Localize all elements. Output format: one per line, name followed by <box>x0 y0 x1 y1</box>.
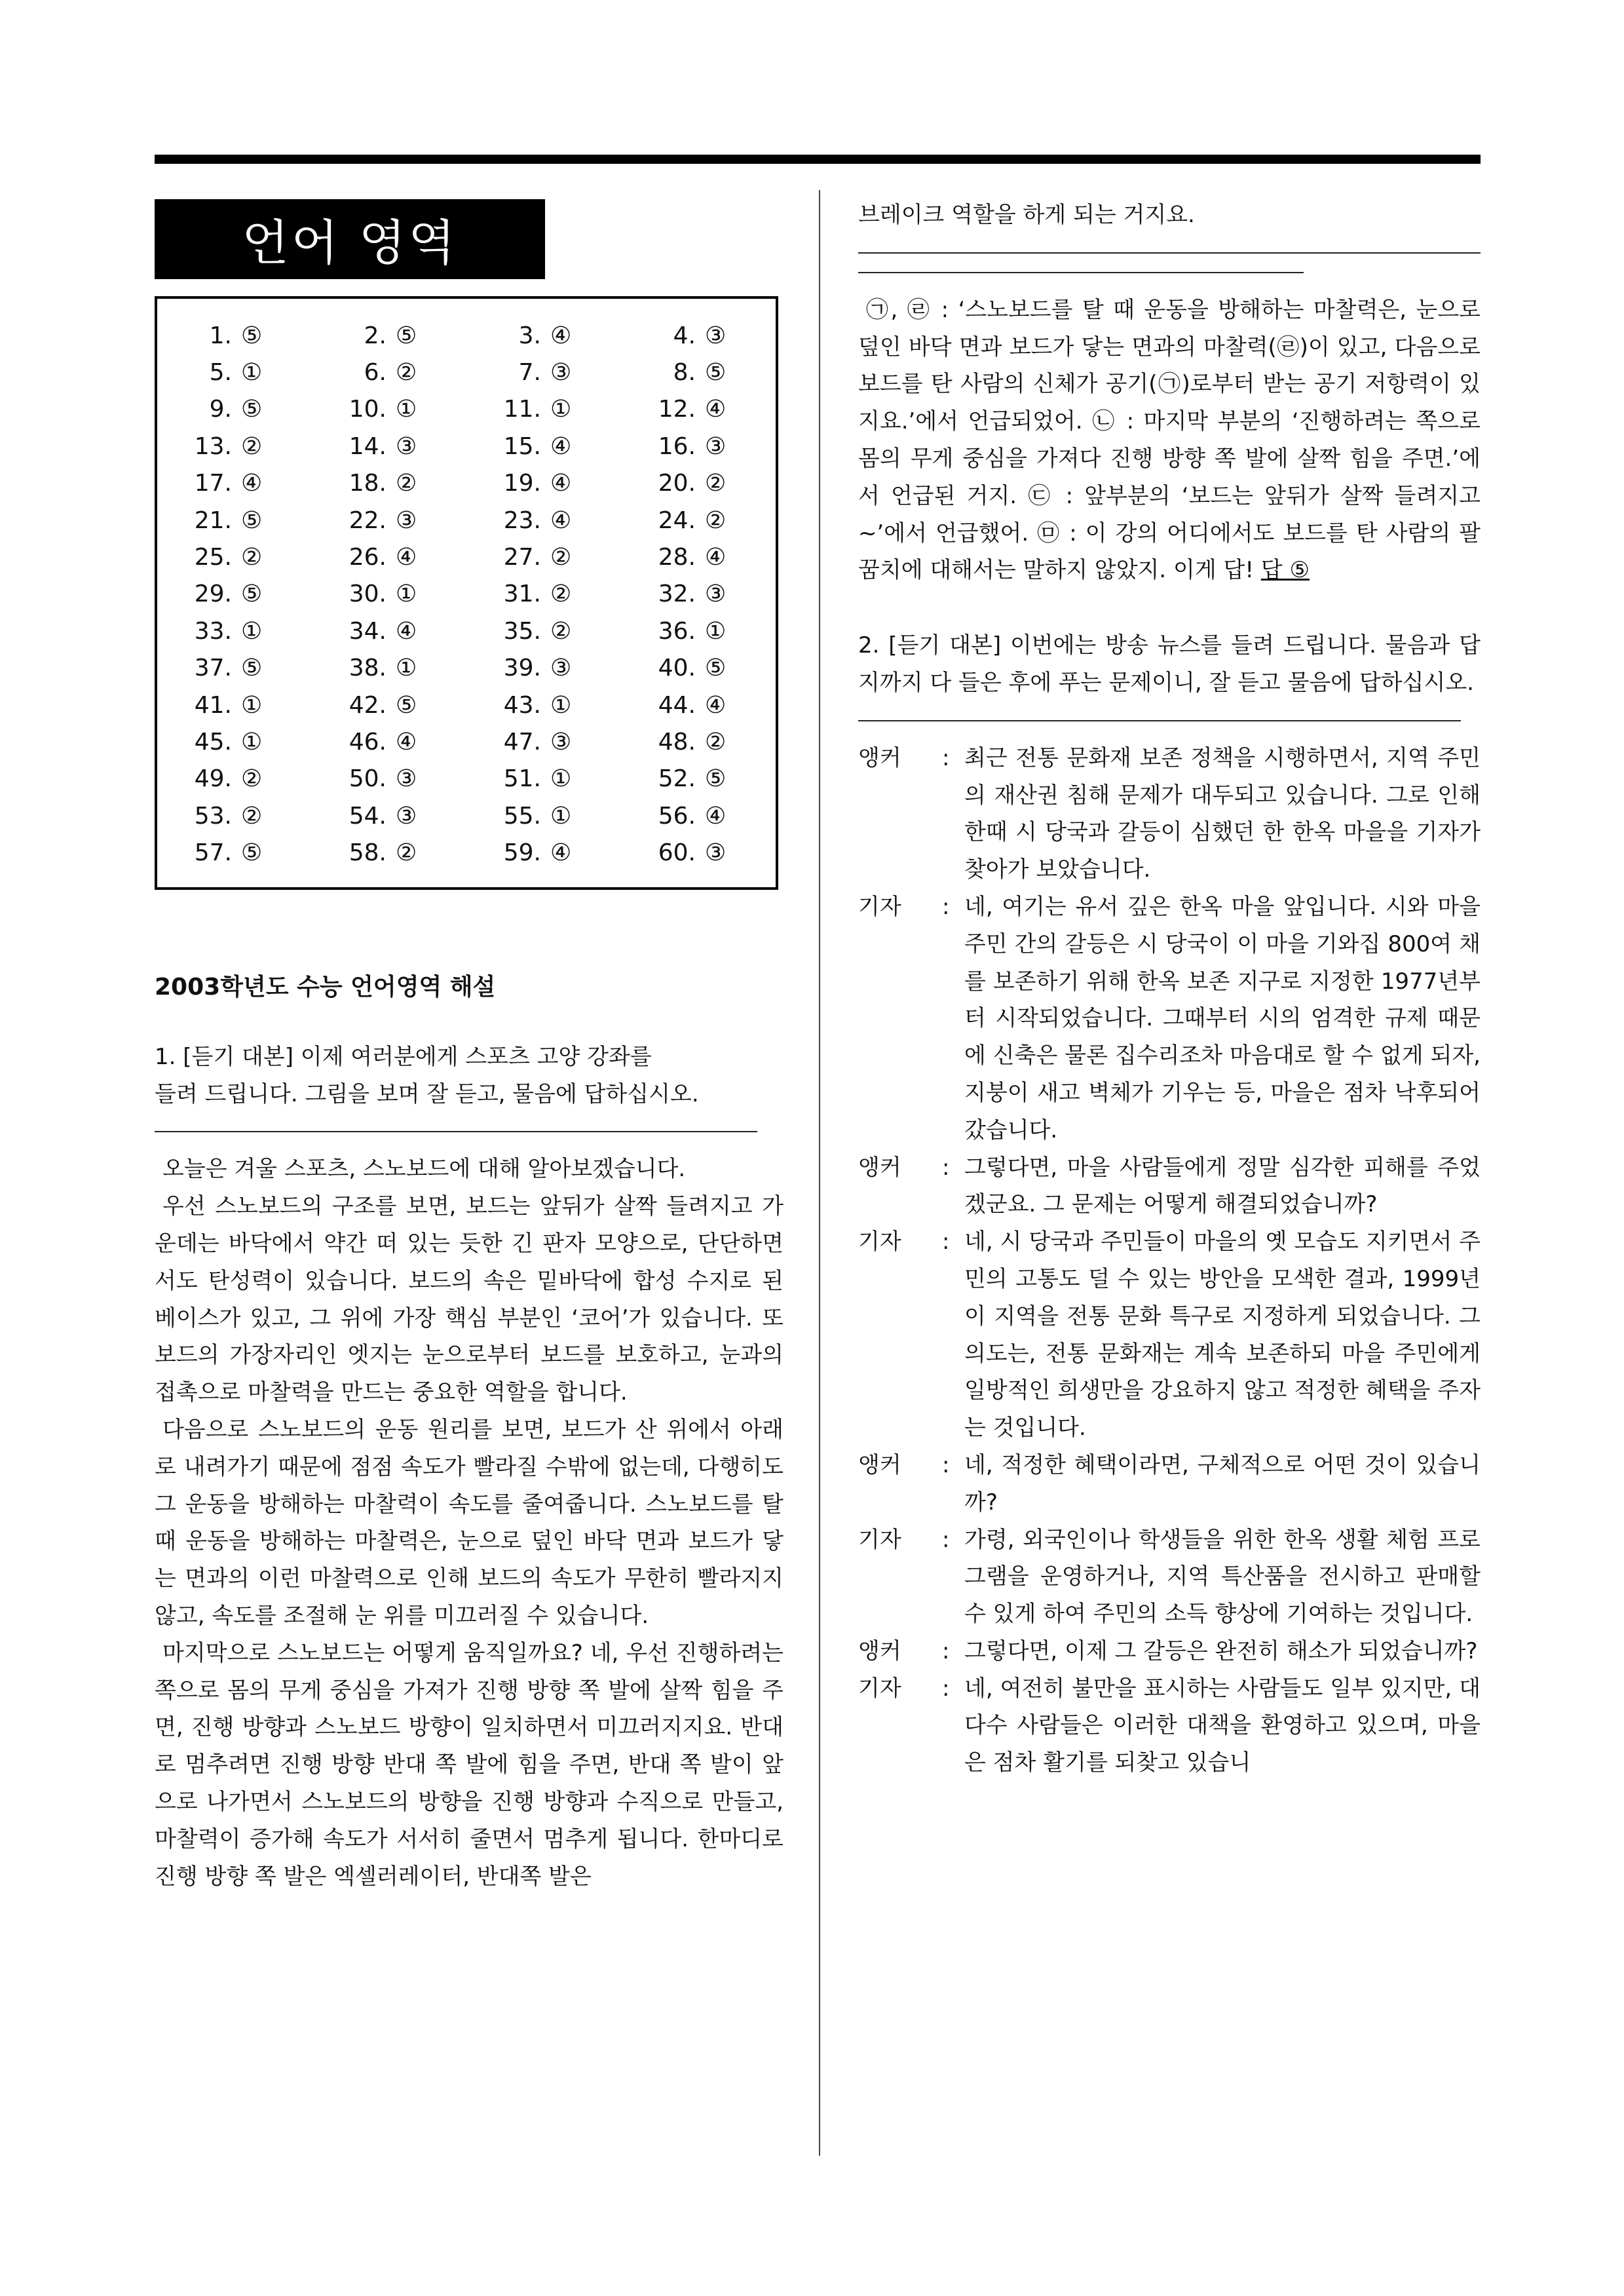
question-number: 30. <box>349 581 387 608</box>
answer-row <box>157 354 776 391</box>
answer-cell <box>157 544 312 571</box>
speaker-label: 앵커 <box>858 1637 901 1664</box>
answer-choice: ② <box>705 728 727 756</box>
speaker-label: 기자 <box>858 1675 901 1702</box>
answer-cell <box>157 322 312 349</box>
answer-cell <box>466 544 621 571</box>
answer-cell <box>157 839 312 866</box>
question-number: 6. <box>364 359 387 387</box>
answer-row <box>157 391 776 428</box>
answer-choice: ⑤ <box>241 322 263 349</box>
answer-cell <box>312 396 466 423</box>
speaker-label: 기자 <box>858 893 901 920</box>
continued-text: 브레이크 역할을 하게 되는 거지요. <box>858 202 1195 228</box>
answer-cell <box>157 581 312 607</box>
answer-cell <box>466 581 621 607</box>
answer-cell <box>621 544 776 571</box>
dialogue-line <box>858 1149 1481 1224</box>
question-number: 56. <box>658 802 696 830</box>
answer-choice: ③ <box>705 839 727 867</box>
question-number: 31. <box>503 581 541 608</box>
q2-intro: 2. [듣기 대본] 이번에는 방송 뉴스를 들려 드립니다. 물음과 답지까지 다 들은 후에 푸는 문제이니, 잘 듣고 물음에 답하십시오. <box>858 632 1481 696</box>
question-number: 50. <box>349 765 387 793</box>
answer-choice: ③ <box>705 432 727 460</box>
question-number: 11. <box>503 396 541 423</box>
answer-choice: ② <box>550 544 572 571</box>
question-number: 47. <box>503 728 541 756</box>
answer-cell <box>312 322 466 349</box>
answer-choice: ② <box>705 470 727 497</box>
question-number: 1. <box>209 322 232 349</box>
speaker-colon: : <box>942 744 950 771</box>
answer-choice: ① <box>396 581 417 608</box>
answer-cell <box>466 618 621 645</box>
speaker-colon: : <box>942 893 950 920</box>
question-number: 3. <box>518 322 541 349</box>
answer-row <box>157 576 776 613</box>
section-title: 언어 영역 <box>155 199 545 279</box>
dialogue-line <box>858 1223 1481 1447</box>
answer-cell <box>621 396 776 423</box>
explanation-q1 <box>858 292 1481 589</box>
answer-choice: ④ <box>550 839 572 867</box>
answer-cell <box>157 470 312 497</box>
answer-cell <box>466 765 621 792</box>
question-number: 18. <box>349 470 387 497</box>
answer-cell <box>621 470 776 497</box>
answer-cell <box>621 692 776 719</box>
answer-cell <box>621 322 776 349</box>
answer-cell <box>157 729 312 756</box>
answer-cell <box>621 729 776 756</box>
answer-choice: ② <box>241 432 263 460</box>
question-number: 15. <box>503 432 541 460</box>
question-number: 49. <box>194 765 232 793</box>
question-number: 29. <box>194 581 232 608</box>
answer-choice: ④ <box>550 432 572 460</box>
answer-choice: ② <box>396 359 417 387</box>
answer-choice: ② <box>396 839 417 867</box>
question-number: 58. <box>349 839 387 867</box>
question-number: 37. <box>194 655 232 682</box>
answer-cell <box>312 692 466 719</box>
question-number: 41. <box>194 691 232 719</box>
question-number: 36. <box>658 617 696 645</box>
answer-row <box>157 834 776 871</box>
question-number: 21. <box>194 507 232 534</box>
answer-cell <box>157 618 312 645</box>
question-number: 20. <box>658 470 696 497</box>
answer-cell <box>621 507 776 534</box>
question-number: 13. <box>194 432 232 460</box>
question-number: 28. <box>658 544 696 571</box>
answer-choice: ① <box>396 396 417 423</box>
answer-cell <box>157 359 312 386</box>
answer-choice: ④ <box>550 322 572 349</box>
answer-cell <box>157 507 312 534</box>
dialogue-text: 그렇다면, 마을 사람들에게 정말 심각한 피해를 주었겠군요. 그 문제는 어떻게 해결되었습니까? <box>964 1154 1481 1218</box>
dialogue-line <box>858 1670 1481 1782</box>
question-number: 53. <box>194 802 232 830</box>
question-number: 25. <box>194 544 232 571</box>
answer-cell <box>312 839 466 866</box>
question-number: 38. <box>349 655 387 682</box>
answer-choice: ② <box>241 802 263 830</box>
dialogue-text: 네, 시 당국과 주민들이 마을의 옛 모습도 지키면서 주민의 고통도 덜 수 있는 방안을 모색한 결과, 1999년 이 지역을 전통 문화 특구로 지정하게 되었습니다. 그 의도는, 전통 문화재는 계속 보존하되 마을 주민에게 일방적인 희생만을 강요하지 않고 적정한 혜택을 주자는 것입니다. <box>964 1229 1481 1442</box>
answer-cell <box>157 655 312 681</box>
answer-choice: ⑤ <box>396 691 417 719</box>
question-number: 8. <box>673 359 696 387</box>
answer-key-box <box>155 296 778 890</box>
question-number: 17. <box>194 470 232 497</box>
answer-cell <box>621 765 776 792</box>
answer-cell <box>621 433 776 460</box>
answer-cell <box>466 655 621 681</box>
answer-choice: ④ <box>550 470 572 497</box>
answer-cell <box>466 507 621 534</box>
question-number: 12. <box>658 396 696 423</box>
answer-label: 답 ⑤ <box>1260 557 1310 584</box>
question-number: 4. <box>673 322 696 349</box>
answer-choice: ⑤ <box>241 396 263 423</box>
answer-row <box>157 317 776 354</box>
dialogue-text: 네, 여기는 유서 깊은 한옥 마을 앞입니다. 시와 마을 주민 간의 갈등은 시 당국이 이 마을 기와집 800여 채를 보존하기 위해 한옥 보존 지구로 지정한 1977년부터 시작되었습니다. 그때부터 시의 엄격한 규제 때문에 신축은 물론 집수리조차 마음대로 할 수 없게 되자, 지붕이 새고 벽체가 기우는 등, 마을은 점차 낙후되어 갔습니다. <box>964 893 1481 1143</box>
answer-cell <box>312 765 466 792</box>
question-number: 19. <box>503 470 541 497</box>
question-number: 46. <box>349 728 387 756</box>
answer-choice: ④ <box>396 728 417 756</box>
answer-cell <box>466 839 621 866</box>
answer-row <box>157 650 776 687</box>
question-number: 35. <box>503 617 541 645</box>
answer-choice: ② <box>396 470 417 497</box>
answer-choice: ⑤ <box>241 655 263 682</box>
answer-cell <box>466 396 621 423</box>
dialogue-line <box>858 740 1481 889</box>
question-number: 54. <box>349 802 387 830</box>
question-number: 51. <box>503 765 541 793</box>
speaker-colon: : <box>942 1451 950 1478</box>
commentary-heading: 2003학년도 수능 언어영역 해설 <box>155 973 496 1001</box>
answer-choice: ⑤ <box>241 839 263 867</box>
answer-choice: ③ <box>396 765 417 793</box>
answer-cell <box>621 581 776 607</box>
answer-cell <box>312 433 466 460</box>
answer-cell <box>621 839 776 866</box>
paragraph-principle: 다음으로 스노보드의 운동 원리를 보면, 보드가 산 위에서 아래로 내려가기 때문에 점점 속도가 빨라질 수밖에 없는데, 다행히도 그 운동을 방해하는 마찰력이 속도를 줄여줍니다. 스노보드를 탈 때 운동을 방해하는 마찰력은, 눈으로 덮인 바닥 면과 보드가 닿는 면과의 이런 마찰력으로 인해 보드의 속도가 무한히 빨라지지 않고, 속도를 조절해 눈 위를 미끄러질 수 있습니다. <box>155 1417 784 1630</box>
question-number: 48. <box>658 728 696 756</box>
q1-intro-line1: 1. [듣기 대본] 이제 여러분에게 스포츠 고양 강좌를 <box>155 1043 652 1070</box>
answer-cell <box>621 359 776 386</box>
answer-cell <box>312 655 466 681</box>
answer-choice: ① <box>241 617 263 645</box>
answer-choice: ④ <box>550 507 572 534</box>
question-number: 34. <box>349 617 387 645</box>
answer-choice: ① <box>241 691 263 719</box>
question-number: 9. <box>209 396 232 423</box>
dialogue-text: 네, 적정한 혜택이라면, 구체적으로 어떤 것이 있습니까? <box>964 1451 1481 1516</box>
dialogue-text: 가령, 외국인이나 학생들을 위한 한옥 생활 체험 프로그램을 운영하거나, 지역 특산품을 전시하고 판매할 수 있게 하여 주민의 소득 향상에 기여하는 것입니다. <box>964 1526 1481 1628</box>
question-number: 52. <box>658 765 696 793</box>
answer-cell <box>466 433 621 460</box>
left-column <box>155 197 784 1895</box>
answer-choice: ① <box>550 691 572 719</box>
answer-choice: ① <box>550 396 572 423</box>
answer-choice: ① <box>550 802 572 830</box>
answer-choice: ⑤ <box>705 359 727 387</box>
question-number: 26. <box>349 544 387 571</box>
answer-choice: ① <box>550 765 572 793</box>
question-number: 59. <box>503 839 541 867</box>
paragraph-motion: 마지막으로 스노보드는 어떻게 움직일까요? 네, 우선 진행하려는 쪽으로 몸의 무게 중심을 가져가 진행 방향 쪽 발에 살짝 힘을 주면, 진행 방향과 스노보드 방향이 일치하면서 미끄러지지요. 반대로 멈추려면 진행 방향 반대 쪽 발에 힘을 주면, 반대 쪽 발이 앞으로 나가면서 스노보드의 방향을 진행 방향과 수직으로 만들고, 마찰력이 증가해 속도가 서서히 줄면서 멈추게 됩니다. 한마디로 진행 방향 쪽 발은 엑셀러레이터, 반대쪽 발은 <box>155 1639 784 1890</box>
dialogue-text: 그렇다면, 이제 그 갈등은 완전히 해소가 되었습니까? <box>964 1637 1478 1664</box>
speaker-label: 앵커 <box>858 1451 901 1478</box>
answer-choice: ④ <box>396 544 417 571</box>
question-number: 33. <box>194 617 232 645</box>
question-number: 24. <box>658 507 696 534</box>
answer-cell <box>466 322 621 349</box>
answer-row <box>157 465 776 502</box>
speaker-colon: : <box>942 1229 950 1255</box>
question-number: 7. <box>518 359 541 387</box>
answer-choice: ④ <box>396 617 417 645</box>
speaker-colon: : <box>942 1154 950 1181</box>
answer-cell <box>466 470 621 497</box>
answer-cell <box>466 359 621 386</box>
answer-choice: ① <box>241 728 263 756</box>
question-number: 42. <box>349 691 387 719</box>
news-dialogue <box>858 740 1481 1782</box>
answer-cell <box>312 618 466 645</box>
answer-choice: ③ <box>550 655 572 682</box>
speaker-colon: : <box>942 1526 950 1553</box>
answer-choice: ③ <box>550 359 572 387</box>
answer-row <box>157 613 776 649</box>
answer-row <box>157 687 776 723</box>
answer-cell <box>312 544 466 571</box>
answer-cell <box>312 507 466 534</box>
answer-cell <box>466 803 621 830</box>
answer-cell <box>466 729 621 756</box>
question-number: 16. <box>658 432 696 460</box>
question-number: 5. <box>209 359 232 387</box>
answer-choice: ⑤ <box>396 322 417 349</box>
answer-cell <box>466 692 621 719</box>
answer-choice: ④ <box>241 470 263 497</box>
paragraph-intro: 오늘은 겨울 스포츠, 스노보드에 대해 알아보겠습니다. <box>162 1156 686 1183</box>
answer-choice: ④ <box>705 544 727 571</box>
answer-cell <box>621 655 776 681</box>
speaker-label: 앵커 <box>858 1154 901 1181</box>
column-divider <box>819 190 820 2156</box>
answer-choice: ② <box>705 507 727 534</box>
answer-cell <box>157 765 312 792</box>
answer-cell <box>312 470 466 497</box>
answer-choice: ③ <box>550 728 572 756</box>
answer-choice: ② <box>241 765 263 793</box>
speaker-colon: : <box>942 1637 950 1664</box>
dialogue-text: 최근 전통 문화재 보존 정책을 시행하면서, 지역 주민의 재산권 침해 문제가 대두되고 있습니다. 그로 인해 한때 시 당국과 갈등이 심했던 한 한옥 마을을 기자가 찾아가 보았습니다. <box>964 744 1481 883</box>
question-number: 45. <box>194 728 232 756</box>
question-number: 43. <box>503 691 541 719</box>
answer-row <box>157 428 776 465</box>
paragraph-structure: 우선 스노보드의 구조를 보면, 보드는 앞뒤가 살짝 들려지고 가운데는 바닥에서 약간 떠 있는 듯한 긴 판자 모양으로, 단단하면서도 탄성력이 있습니다. 보드의 속은 밑바닥에 합성 수지로 된 베이스가 있고, 그 위에 가장 핵심 부분인 ‘코어’가 있습니다. 또 보드의 가장자리인 엣지는 눈으로부터 보드를 보호하고, 눈과의 접촉으로 마찰력을 만드는 중요한 역할을 합니다. <box>155 1193 784 1406</box>
speaker-label: 기자 <box>858 1526 901 1553</box>
answer-cell <box>312 359 466 386</box>
answer-cell <box>621 618 776 645</box>
speaker-label: 기자 <box>858 1229 901 1255</box>
answer-cell <box>312 729 466 756</box>
answer-cell <box>312 581 466 607</box>
dialogue-line <box>858 889 1481 1149</box>
dialogue-text: 네, 여전히 불만을 표시하는 사람들도 일부 있지만, 대다수 사람들은 이러한 대책을 환영하고 있으며, 마을은 점차 활기를 되찾고 있습니 <box>964 1675 1481 1776</box>
answer-cell <box>157 433 312 460</box>
answer-choice: ③ <box>396 802 417 830</box>
dialogue-line <box>858 1447 1481 1521</box>
question-number: 57. <box>194 839 232 867</box>
question-number: 22. <box>349 507 387 534</box>
answer-cell <box>157 803 312 830</box>
top-rule <box>155 155 1481 164</box>
answer-row <box>157 723 776 760</box>
question-number: 2. <box>364 322 387 349</box>
answer-choice: ⑤ <box>705 655 727 682</box>
answer-choice: ① <box>241 359 263 387</box>
speaker-label: 앵커 <box>858 744 901 771</box>
question-number: 23. <box>503 507 541 534</box>
answer-choice: ② <box>241 544 263 571</box>
answer-choice: ③ <box>705 322 727 349</box>
dialogue-line <box>858 1633 1481 1670</box>
question-number: 60. <box>658 839 696 867</box>
question-number: 10. <box>349 396 387 423</box>
answer-choice: ① <box>396 655 417 682</box>
answer-choice: ③ <box>396 432 417 460</box>
answer-row <box>157 797 776 834</box>
answer-cell <box>621 803 776 830</box>
answer-cell <box>157 692 312 719</box>
answer-choice: ② <box>550 617 572 645</box>
answer-choice: ② <box>550 581 572 608</box>
question-number: 55. <box>503 802 541 830</box>
answer-choice: ③ <box>396 507 417 534</box>
answer-choice: ⑤ <box>241 507 263 534</box>
question-number: 27. <box>503 544 541 571</box>
answer-choice: ① <box>705 617 727 645</box>
answer-row <box>157 539 776 575</box>
answer-choice: ⑤ <box>241 581 263 608</box>
q1-intro-line2: 들려 드립니다. 그림을 보며 잘 듣고, 물음에 답하십시오. <box>155 1081 699 1107</box>
answer-choice: ④ <box>705 396 727 423</box>
answer-choice: ④ <box>705 691 727 719</box>
question-number: 39. <box>503 655 541 682</box>
answer-row <box>157 502 776 539</box>
dialogue-line <box>858 1521 1481 1633</box>
question-number: 40. <box>658 655 696 682</box>
answer-choice: ⑤ <box>705 765 727 793</box>
answer-cell <box>312 803 466 830</box>
speaker-colon: : <box>942 1675 950 1702</box>
right-column <box>858 197 1481 1782</box>
answer-cell <box>157 396 312 423</box>
question-number: 44. <box>658 691 696 719</box>
question-number: 14. <box>349 432 387 460</box>
answer-choice: ④ <box>705 802 727 830</box>
question-number: 32. <box>658 581 696 608</box>
explanation-q1-text: ㉠, ㉣ : ‘스노보드를 탈 때 운동을 방해하는 마찰력은, 눈으로 덮인 바닥 면과 보드가 닿는 면과의 마찰력(㉣)이 있고, 다음으로 보드를 탄 사람의 신체가 공기(㉠)로부터 받는 공기 저항력이 있지요.’에서 언급되었어. ㉡ : 마지막 부분의 ‘진행하려는 쪽으로 몸의 무게 중심을 가져다 진행 방향 쪽 발에 살짝 힘을 주면.’에서 언급된 거지. ㉢ : 앞부분의 ‘보드는 앞뒤가 살짝 들려지고~’에서 언급했어. ㉤ : 이 강의 어디에서도 보드를 탄 사람의 팔꿈치에 대해서는 말하지 않았지. 이게 답! <box>858 296 1481 584</box>
answer-row <box>157 761 776 797</box>
answer-choice: ③ <box>705 581 727 608</box>
